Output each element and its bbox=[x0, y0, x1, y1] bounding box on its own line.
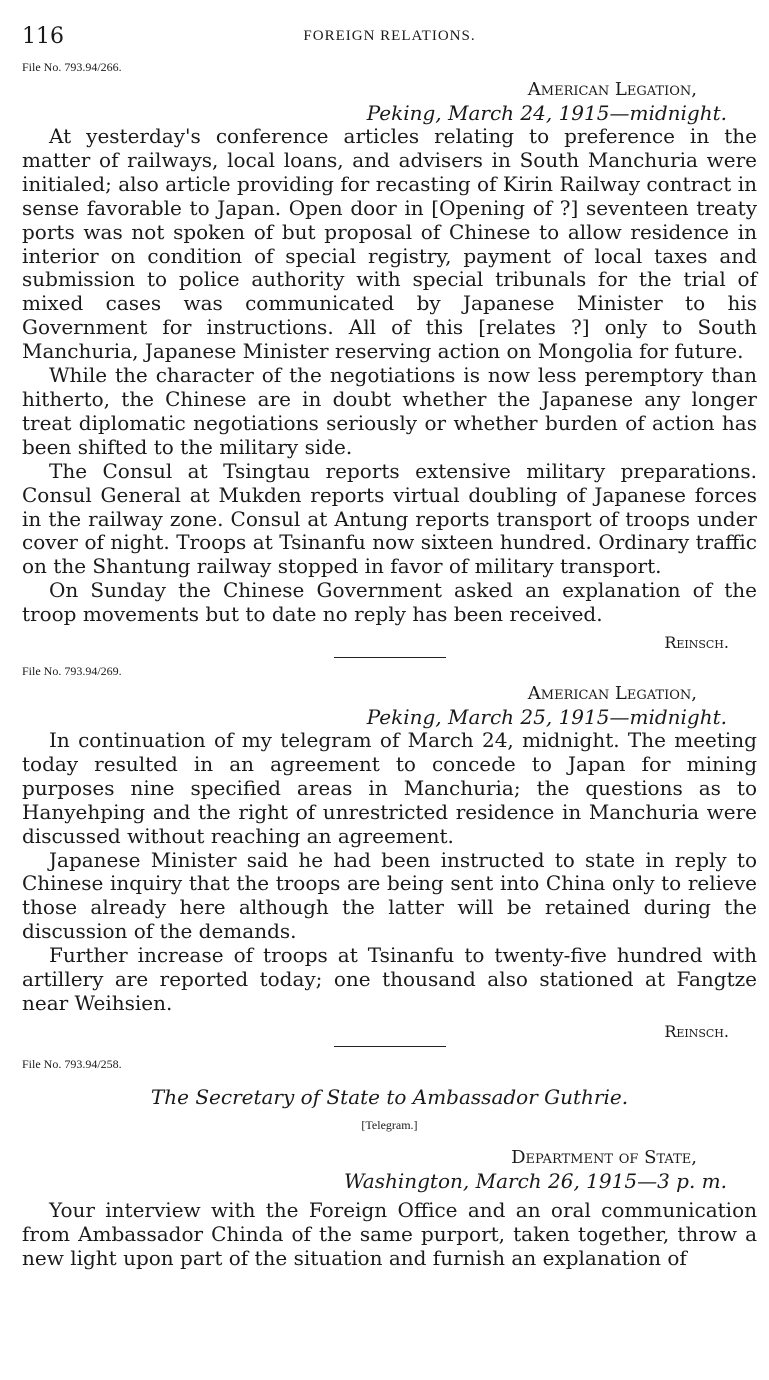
telegram-label: [Telegram.] bbox=[361, 1117, 418, 1132]
signature: Reinsch. bbox=[664, 1021, 729, 1041]
origin-line: American Legation, bbox=[527, 79, 697, 100]
dateline: Peking, March 24, 1915—midnight. bbox=[366, 101, 727, 125]
paragraph: At yesterday's conference articles relating to preference in the matter of railways, local loans, and advisers in South Manchuria were initialed; also article providing for recasting of Kirin Railway contract in sense favorable to Japan. Open door in [Opening of ?] seventeen treaty ports was not spoken of but proposal of Chinese to allow residence in interior on condition of special registry, payment of local taxes and submission to police authority with special tribunals for the trial of mixed cases was communicated by Japanese Minister to his Government for instructions. All of this [relates ?] only to South Manchuria, Japanese Minister reserving action on Mongolia for future. bbox=[22, 124, 757, 364]
paragraph: On Sunday the Chinese Government asked an explanation of the troop movements but to date no reply has been received. bbox=[22, 578, 757, 627]
paragraph: Further increase of troops at Tsinanfu to twenty-five hundred with artillery are reported today; one thousand also stationed at Fangtze near Weihsien. bbox=[22, 943, 757, 1015]
paragraph: In continuation of my telegram of March 24, midnight. The meeting today resulted in an agreement to concede to Japan for mining purposes nine specified areas in Manchuria; the questions as to Hanyehping and the right of unrestricted residence in Manchuria were discussed without reaching an agreement. bbox=[22, 728, 757, 848]
telegram-3 bbox=[22, 1057, 757, 1271]
section-divider bbox=[334, 657, 446, 658]
signature: Reinsch. bbox=[664, 633, 729, 653]
dateline: Washington, March 26, 1915—3 p. m. bbox=[343, 1168, 727, 1193]
origin-line: Department of State, bbox=[511, 1146, 697, 1168]
paragraph: Your interview with the Foreign Office and an oral communication from Ambassador Chinda of the same purport, taken together, throw a new light upon part of the situation and furnish an explanation of bbox=[22, 1197, 757, 1270]
dateline: Peking, March 25, 1915—midnight. bbox=[366, 705, 727, 730]
file-number: File No. 793.94/266. bbox=[22, 60, 122, 74]
file-number: File No. 793.94/269. bbox=[22, 664, 122, 679]
document-heading: The Secretary of State to Ambassador Guthrie. bbox=[150, 1084, 629, 1109]
paragraph: Japanese Minister said he had been instructed to state in reply to Chinese inquiry that the troops are being sent into China only to relieve those already here although the latter will be retained during the discussion of the demands. bbox=[22, 847, 757, 944]
file-number: File No. 793.94/258. bbox=[22, 1056, 122, 1071]
telegram-1 bbox=[22, 60, 757, 658]
running-title: FOREIGN RELATIONS. bbox=[303, 28, 476, 44]
paragraph: The Consul at Tsingtau reports extensive military preparations. Consul General at Mukden reports virtual doubling of Japanese forces in the railway zone. Consul at Antung reports transport of troops under cover of night. Troops at Tsinanfu now sixteen hundred. Ordinary traffic on the Shantung railway stopped in favor of military transport. bbox=[22, 458, 757, 579]
section-divider bbox=[334, 1046, 446, 1047]
page-number: 116 bbox=[22, 24, 64, 49]
document-page bbox=[22, 18, 757, 1271]
running-head bbox=[22, 18, 757, 48]
origin-line: American Legation, bbox=[527, 683, 697, 705]
paragraph: While the character of the negotiations is now less peremptory than hitherto, the Chinese are in doubt whether the Japanese any longer treat diplomatic negotiations seriously or whether burden of action has been shifted to the military side. bbox=[22, 363, 757, 459]
telegram-2 bbox=[22, 664, 757, 1047]
